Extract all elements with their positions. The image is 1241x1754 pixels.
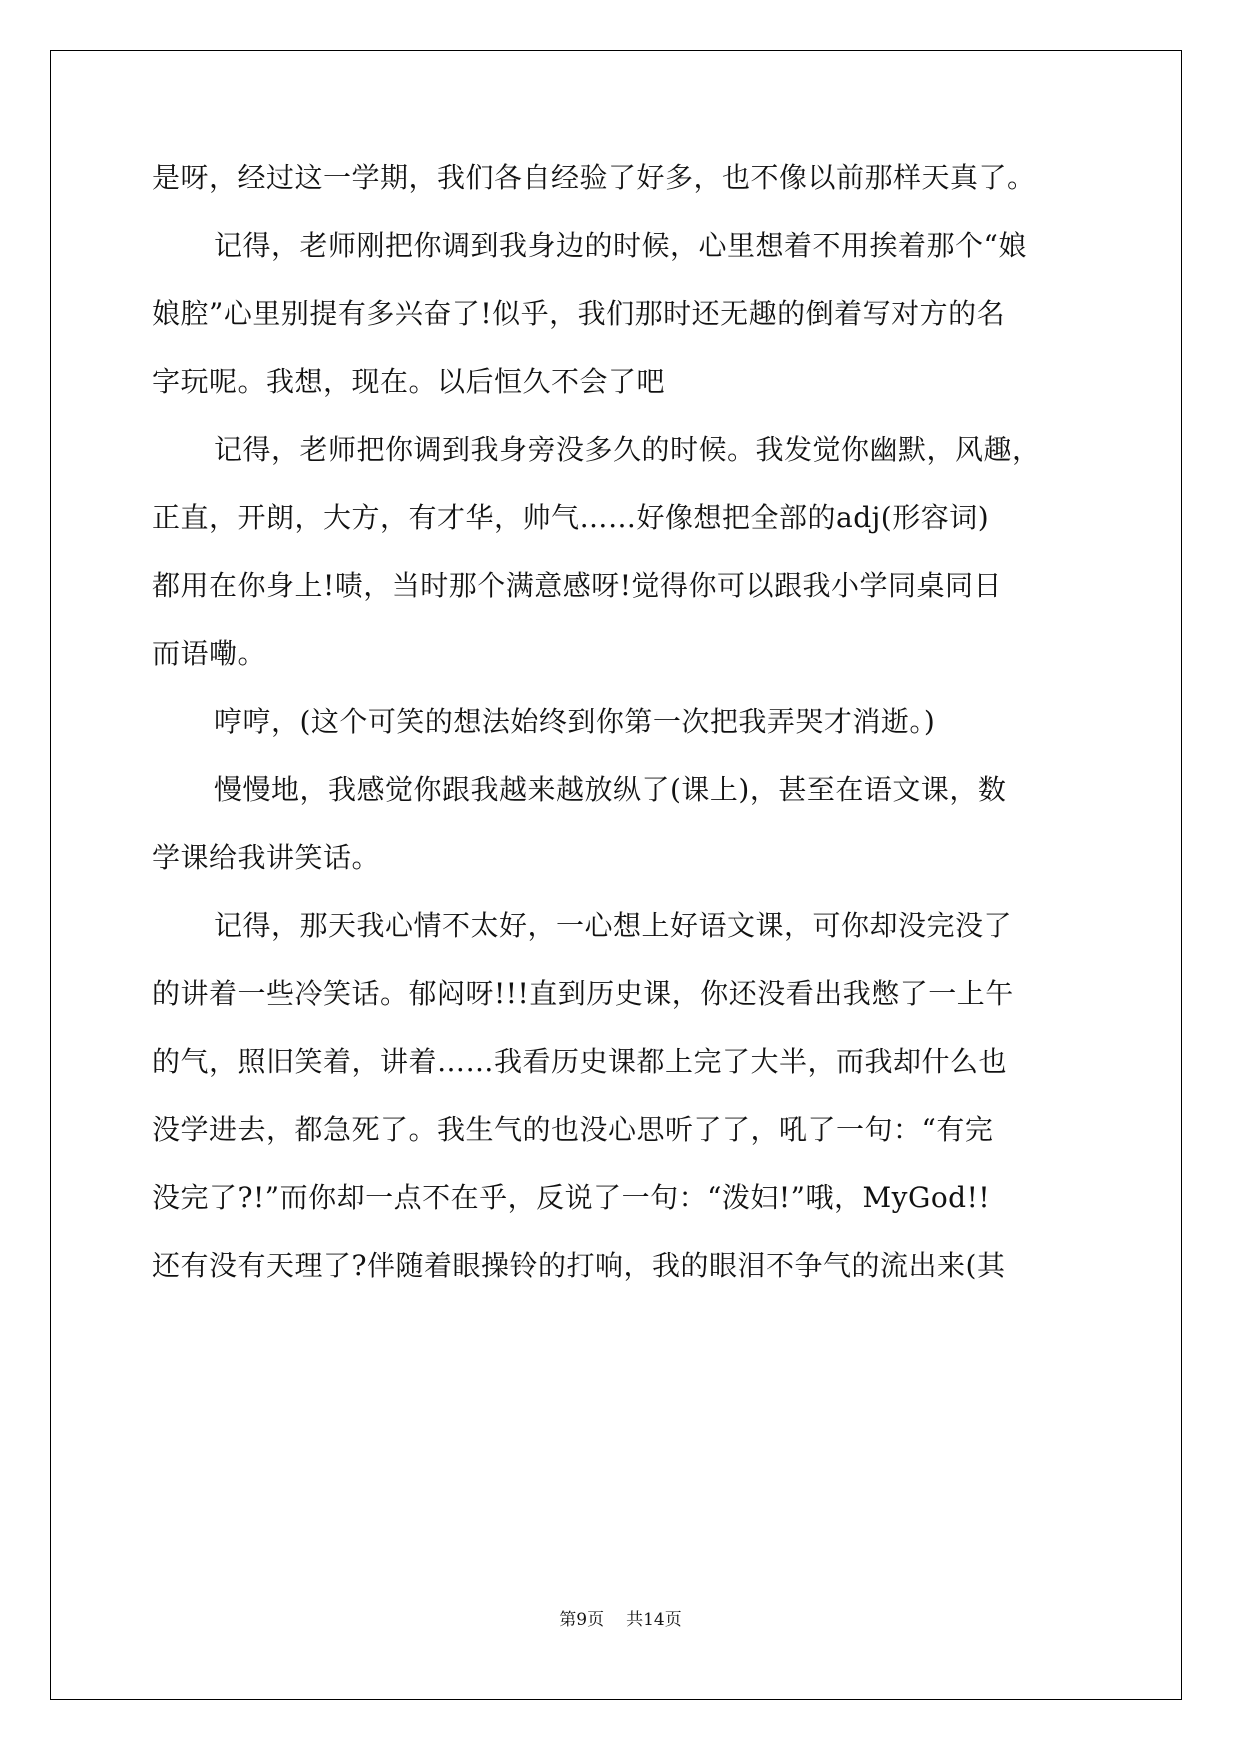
page-total: 共14页 xyxy=(626,1610,682,1630)
text-line: 慢慢地，我感觉你跟我越来越放纵了(课上)，甚至在语文课，数 xyxy=(214,773,1007,806)
text-line: 的气，照旧笑着，讲着……我看历史课都上完了大半，而我却什么也 xyxy=(152,1045,1008,1078)
text-line: 娘腔”心里别提有多兴奋了!似乎，我们那时还无趣的倒着写对方的名 xyxy=(152,297,1006,330)
text-line: 正直，开朗，大方，有才华，帅气……好像想把全部的adj(形容词) xyxy=(152,501,990,534)
text-line: 而语嘞。 xyxy=(152,637,267,670)
text-line: 是呀，经过这一学期，我们各自经验了好多，也不像以前那样天真了。 xyxy=(152,161,1036,194)
text-line: 记得，老师刚把你调到我身边的时候，心里想着不用挨着那个“娘 xyxy=(214,229,1027,262)
text-line: 记得，那天我心情不太好，一心想上好语文课，可你却没完没了 xyxy=(214,909,1013,942)
text-line: 学课给我讲笑话。 xyxy=(152,841,381,874)
text-line: 都用在你身上!啧，当时那个满意感呀!觉得你可以跟我小学同桌同日 xyxy=(152,569,1003,602)
text-line: 的讲着一些冷笑话。郁闷呀!!!直到历史课，你还没看出我憋了一上午 xyxy=(152,977,1014,1010)
page-number: 第9页 xyxy=(559,1610,605,1630)
text-line: 没完了?!”而你却一点不在乎，反说了一句：“泼妇!”哦，MyGod!! xyxy=(152,1181,991,1214)
text-line: 没学进去，都急死了。我生气的也没心思听了了，吼了一句：“有完 xyxy=(152,1113,994,1146)
text-line: 记得，老师把你调到我身旁没多久的时候。我发觉你幽默，风趣， xyxy=(214,433,1041,466)
text-line: 还有没有天理了?伴随着眼操铃的打响，我的眼泪不争气的流出来(其 xyxy=(152,1249,1006,1282)
text-line: 哼哼，(这个可笑的想法始终到你第一次把我弄哭才消逝。) xyxy=(214,705,936,738)
text-line: 字玩呢。我想，现在。以后恒久不会了吧 xyxy=(152,365,666,398)
page-footer xyxy=(0,1608,1241,1632)
